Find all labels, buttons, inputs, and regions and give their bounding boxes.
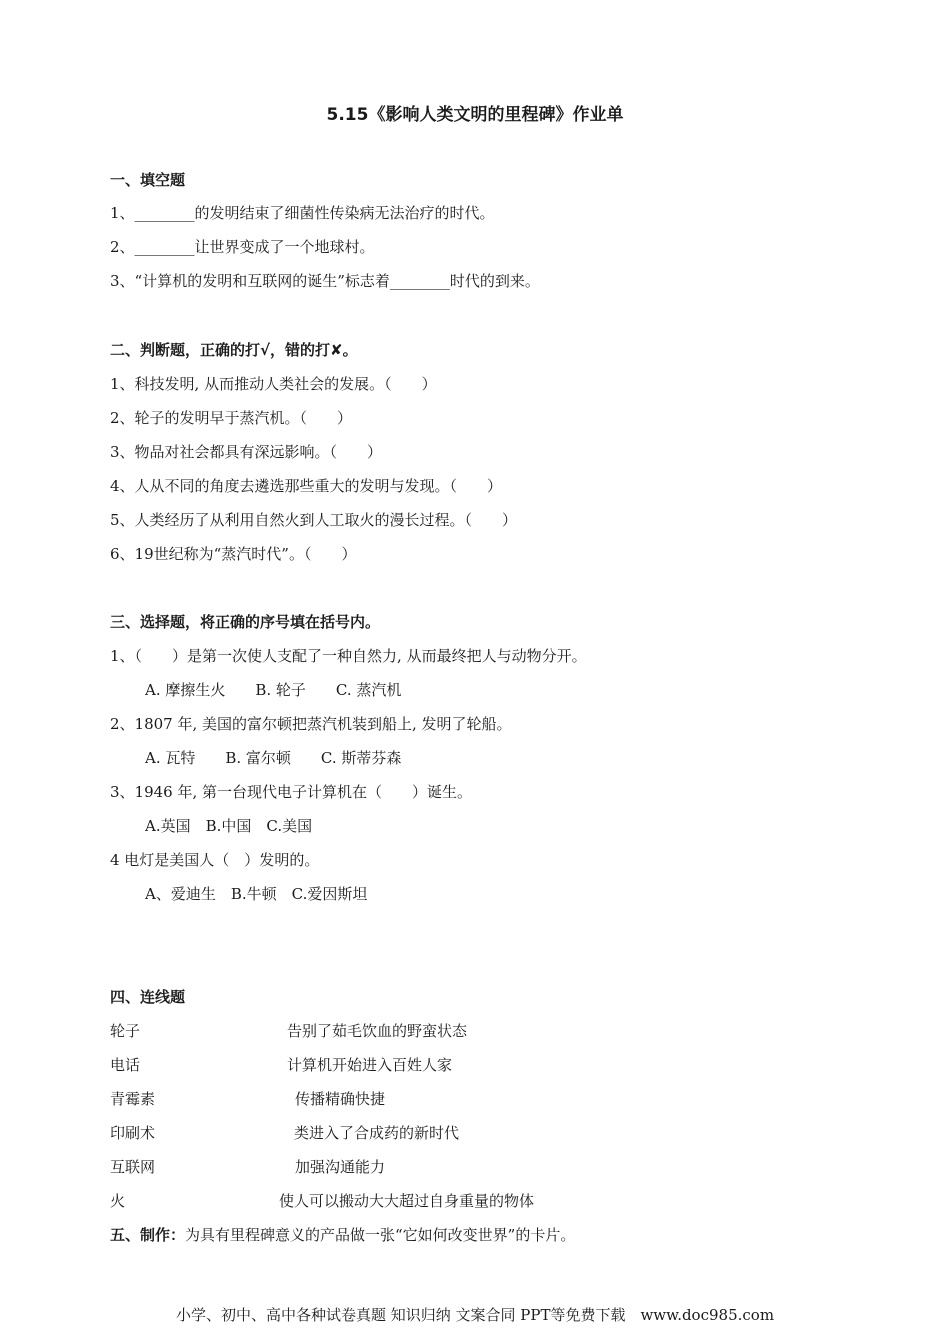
choice-question-3: 3、1946 年, 第一台现代电子计算机在（ ）诞生。	[110, 783, 473, 801]
fill-blank-item-1: 1、________的发明结束了细菌性传染病无法治疗的时代。	[110, 204, 495, 222]
fill-blank-item-2: 2、________让世界变成了一个地球村。	[110, 238, 375, 256]
choice-options-4: A、爱迪生 B.牛顿 C.爱因斯坦	[145, 885, 368, 903]
choice-question-2: 2、1807 年, 美国的富尔顿把蒸汽机装到船上, 发明了轮船。	[110, 715, 512, 733]
section4-heading: 四、连线题	[110, 988, 186, 1006]
section1-heading: 一、填空题	[110, 171, 186, 189]
section5-text: 为具有里程碑意义的产品做一张“它如何改变世界”的卡片。	[185, 1226, 576, 1244]
match-left-item: 青霉素	[110, 1090, 156, 1108]
choice-options-2: A. 瓦特 B. 富尔顿 C. 斯蒂芬森	[145, 749, 402, 767]
choice-options-3: A.英国 B.中国 C.美国	[145, 817, 313, 835]
match-right-item: 计算机开始进入百姓人家	[287, 1056, 453, 1074]
fill-blank-item-3: 3、“计算机的发明和互联网的诞生”标志着________时代的到来。	[110, 272, 540, 290]
match-right-item: 加强沟通能力	[295, 1158, 386, 1176]
choice-options-1: A. 摩擦生火 B. 轮子 C. 蒸汽机	[145, 681, 402, 699]
page-title: 5.15《影响人类文明的里程碑》作业单	[326, 105, 624, 125]
match-left-item: 互联网	[110, 1158, 156, 1176]
choice-question-4: 4 电灯是美国人（ ）发明的。	[110, 851, 320, 869]
choice-question-1: 1、（ ）是第一次使人支配了一种自然力, 从而最终把人与动物分开。	[110, 647, 587, 665]
judge-item-1: 1、科技发明, 从而推动人类社会的发展。（ ）	[110, 375, 437, 393]
section2-heading: 二、判断题，正确的打√，错的打✘。	[110, 341, 358, 359]
match-right-item: 使人可以搬动大大超过自身重量的物体	[279, 1192, 535, 1210]
match-left-item: 印刷术	[110, 1124, 156, 1142]
judge-item-5: 5、人类经历了从利用自然火到人工取火的漫长过程。（ ）	[110, 511, 518, 529]
match-right-item: 告别了茹毛饮血的野蛮状态	[287, 1022, 468, 1040]
judge-item-6: 6、19世纪称为“蒸汽时代”。（ ）	[110, 545, 357, 563]
match-right-item: 传播精确快捷	[295, 1090, 386, 1108]
match-right-item: 类进入了合成药的新时代	[294, 1124, 460, 1142]
match-left-item: 火	[110, 1192, 126, 1210]
judge-item-4: 4、人从不同的角度去遴选那些重大的发明与发现。（ ）	[110, 477, 503, 495]
section3-heading: 三、选择题，将正确的序号填在括号内。	[110, 613, 381, 631]
section5-label: 五、制作：	[110, 1226, 186, 1244]
judge-item-2: 2、轮子的发明早于蒸汽机。（ ）	[110, 409, 353, 427]
match-left-item: 轮子	[110, 1022, 141, 1040]
section5-line	[110, 1225, 575, 1245]
footer-text: 小学、初中、高中各种试卷真题 知识归纳 文案合同 PPT等免费下载 www.doc985.com	[175, 1306, 775, 1324]
judge-item-3: 3、物品对社会都具有深远影响。（ ）	[110, 443, 383, 461]
match-left-item: 电话	[110, 1056, 141, 1074]
